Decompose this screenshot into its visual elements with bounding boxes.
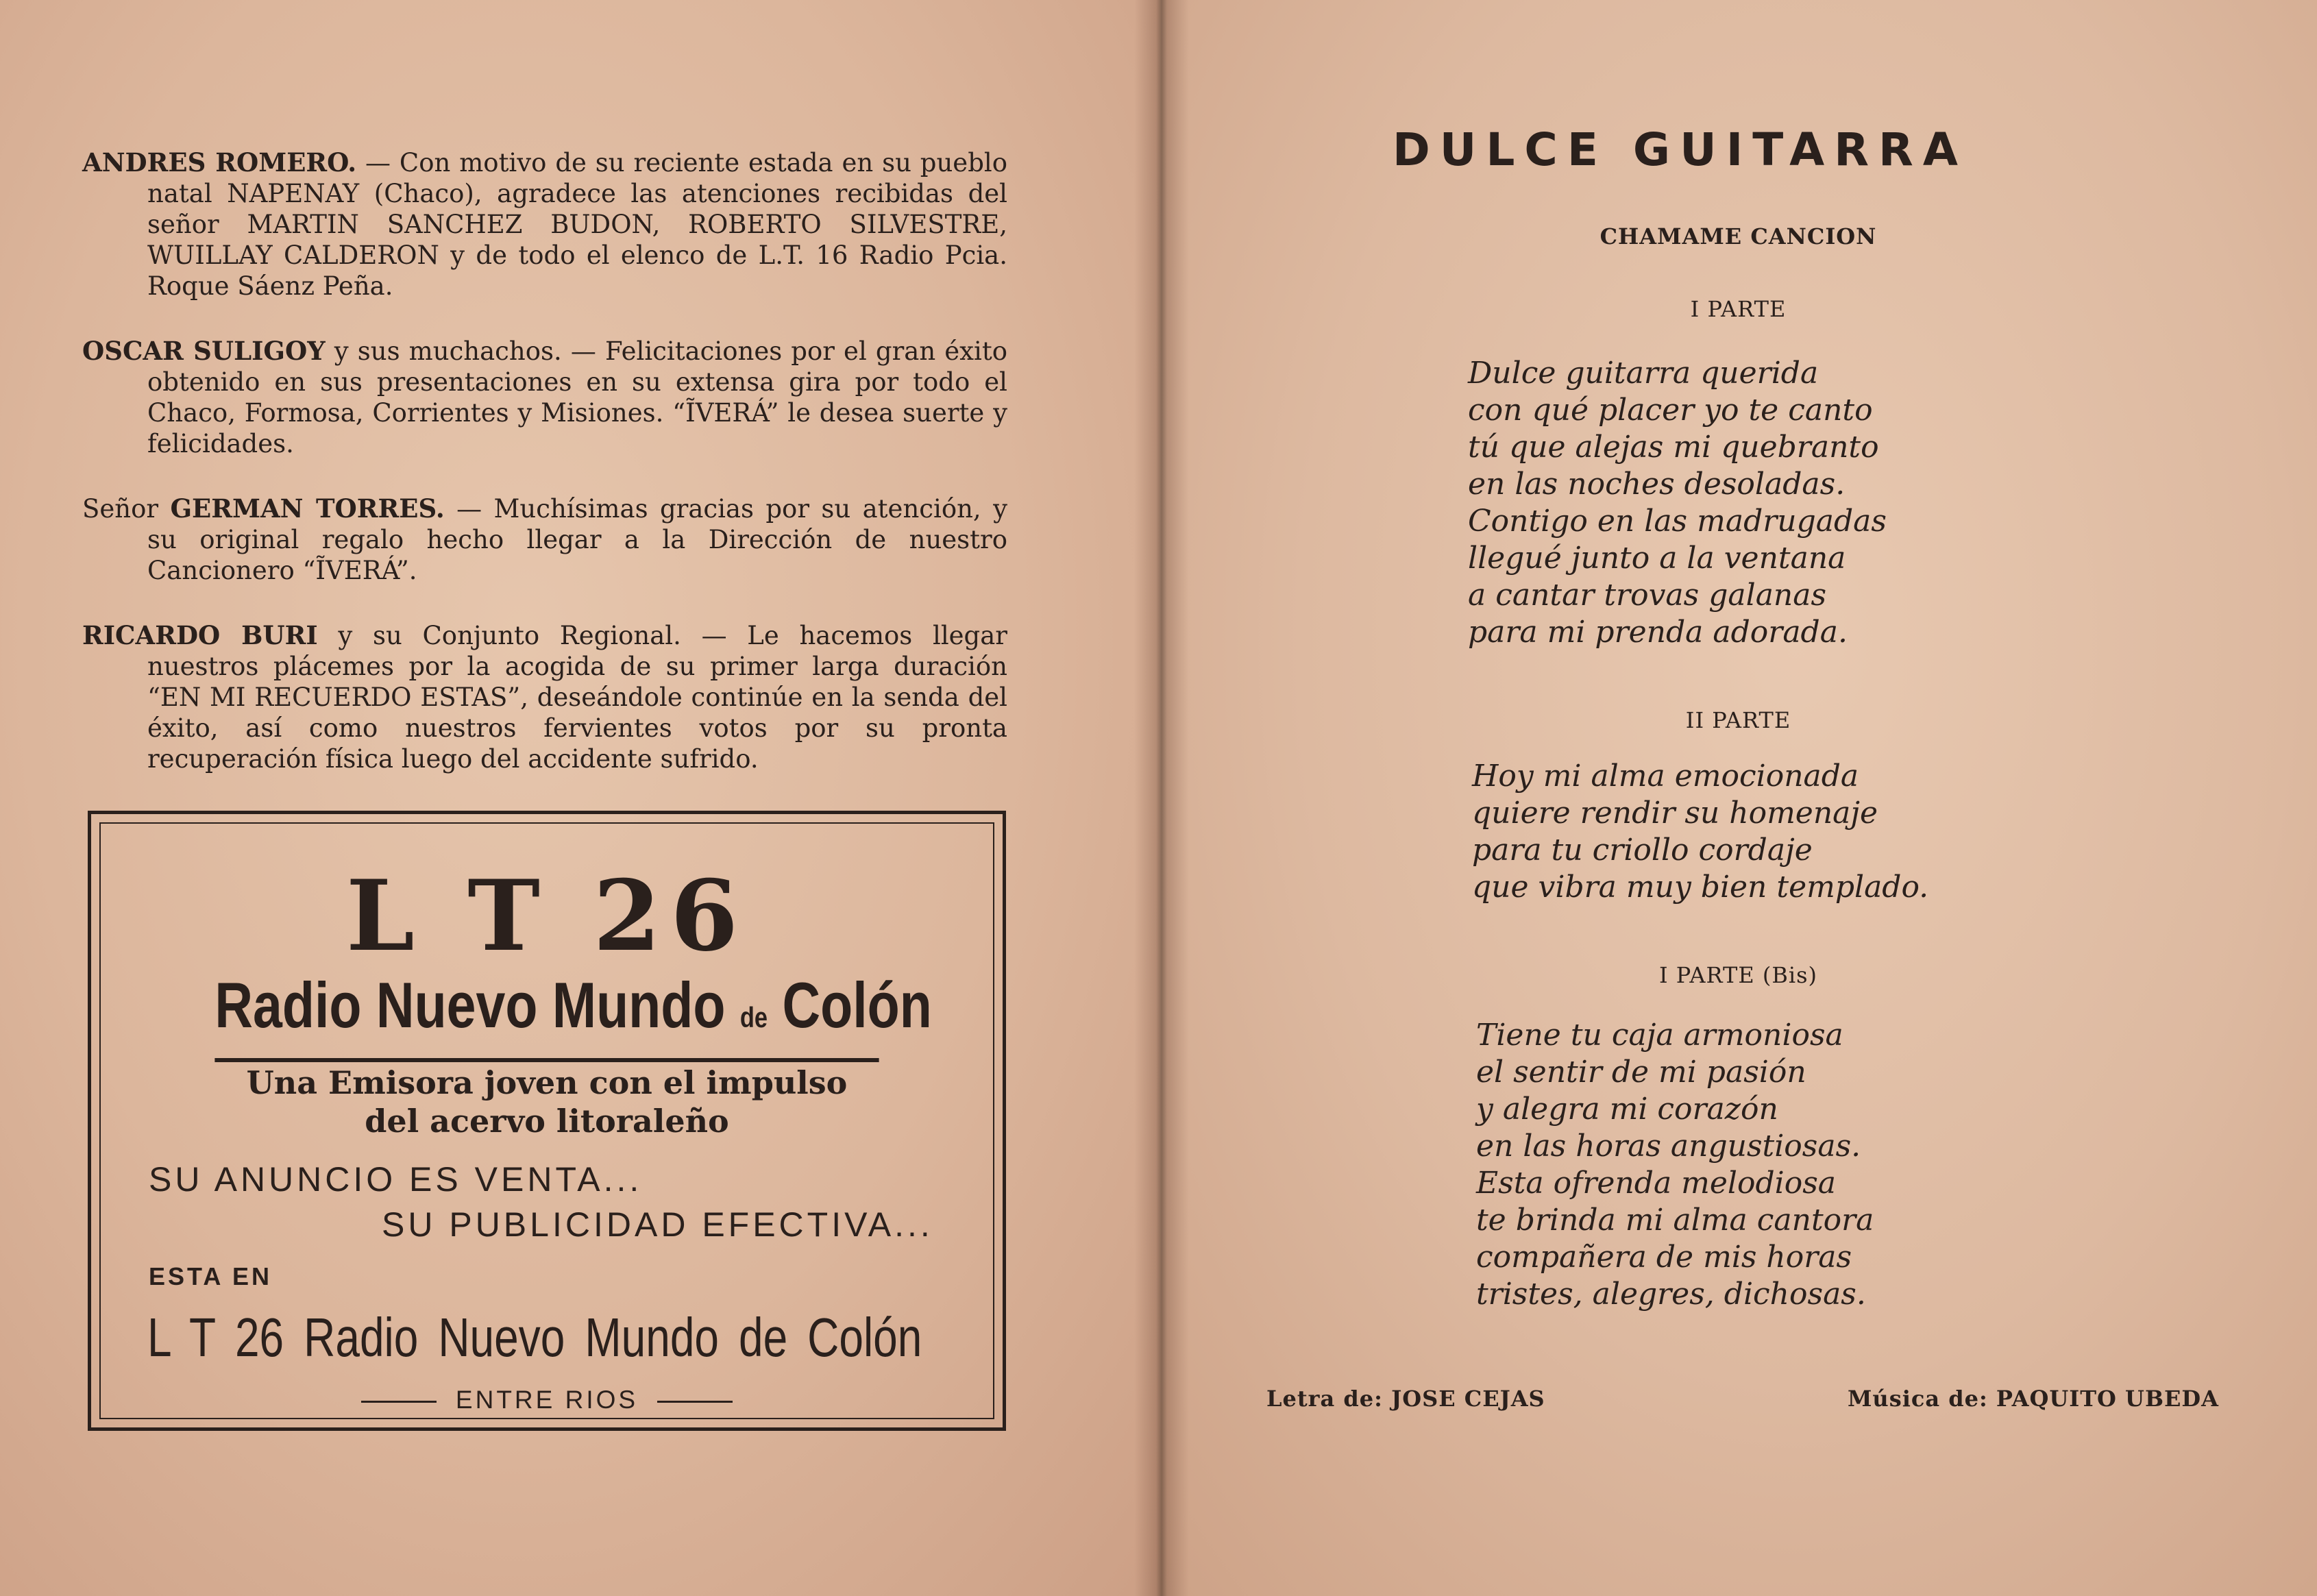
stanza-line: en las noches desoladas. [1468,467,1846,502]
ad-slogan [101,1064,993,1140]
stanza-line: llegué junto a la ventana [1468,541,1846,576]
ad-bottom-station: L T 26 Radio Nuevo Mundo de Colón [147,1307,922,1368]
ad-region-dash-left [361,1401,437,1403]
ad-slogan-line-1: Una Emisora joven con el impulso [246,1064,848,1101]
stanza-line: el sentir de mi pasión [1476,1055,1806,1090]
ad-region-dash-right [657,1401,733,1403]
stanza-line: y alegra mi corazón [1476,1092,1778,1127]
stanza-line: que vibra muy bien templado. [1472,870,1929,905]
ad-call-sign: L T 26 [346,859,748,973]
section-heading-1: I PARTE [1690,296,1787,322]
note-name: GERMAN TORRES. [170,493,445,524]
stanza-line: Hoy mi alma emocionada [1472,759,1859,794]
note-prefix: Señor [82,494,171,524]
stanza-line: Tiene tu caja armoniosa [1476,1018,1843,1053]
book-gutter [1134,0,1189,1596]
note-text: — Con motivo de su reciente estada en su pueblo natal NAPENAY (Chaco), agradece las atenciones recibidas del señor MARTIN SANCHEZ BUDON, ROBERTO SILVESTRE, WUILLAY CALDERON y de todo el elenco de L.T. 16 Radio Pcia. Roque Sáenz Peña. [147,148,1007,301]
stanza-line: Contigo en las madrugadas [1468,504,1887,539]
stanza-3 [1476,1017,1874,1313]
stanza-line: para tu criollo cordaje [1472,833,1813,868]
music-credit: Música de: PAQUITO UBEDA [1848,1386,2219,1412]
stanza-line: te brinda mi alma cantora [1476,1203,1874,1238]
right-page [1160,0,2317,1596]
stanza-line: Dulce guitarra querida [1468,356,1819,391]
stanza-1 [1468,355,1887,651]
stanza-line: para mi prenda adorada. [1468,615,1848,650]
song-subtitle: CHAMAME CANCION [1599,223,1877,249]
note-oscar-suligoy [82,336,1007,459]
ad-station-b: Colón [782,969,932,1041]
stanza-line: en las horas angustiosas. [1476,1129,1861,1164]
note-text: y su Conjunto Regional. — Le hacemos llegar nuestros plácemes por la acogida de su primer larga duración “EN MI RECUERDO ESTAS”, deseándole continúe en la senda del éxito, así como nuestros fervientes votos por su pronta recuperación física luego del accidente sufrido. [147,621,1007,774]
note-german-torres [82,493,1007,586]
ad-inner-frame [99,822,994,1419]
stanza-line: Esta ofrenda melodiosa [1476,1166,1837,1201]
ad-station-a: Radio Nuevo Mundo [214,969,726,1041]
song-title: DULCE GUITARRA [1393,123,1967,176]
stanza-line: con qué placer yo te canto [1468,393,1873,428]
notes-list [82,147,1007,809]
stanza-line: a cantar trovas galanas [1468,578,1827,613]
note-name: RICARDO BURI [82,620,318,650]
ad-region-text: ENTRE RIOS [455,1386,639,1414]
stanza-line: quiere rendir su homenaje [1472,796,1878,831]
ad-region [101,1386,993,1414]
ad-station-de: de [739,1001,768,1033]
note-ricardo-buri [82,620,1007,774]
note-andres-romero [82,147,1007,302]
lyrics-credit: Letra de: JOSE CEJAS [1266,1386,1545,1412]
ad-station-name [214,968,932,1062]
stanza-2 [1472,758,1928,906]
ad-line-publicidad: SU PUBLICIDAD EFECTIVA... [382,1205,933,1244]
stanza-line: tristes, alegres, dichosas. [1476,1277,1866,1312]
note-name: OSCAR SULIGOY [82,336,326,366]
stanza-line: tú que alejas mi quebranto [1468,430,1879,465]
note-text: — Muchísimas gracias por su atención, y su original regalo hecho llegar a la Dirección de nuestro Cancionero “ĨVERÁ”. [147,494,1007,585]
note-text: y sus muchachos. — Felicitaciones por el gran éxito obtenido en sus presentaciones en su extensa gira por todo el Chaco, Formosa, Corrientes y Misiones. “ĨVERÁ” le desea suerte y felicidades. [147,336,1007,458]
section-heading-2: II PARTE [1685,707,1791,733]
ad-slogan-line-2: del acervo litoraleño [365,1103,729,1140]
stanza-line: compañera de mis horas [1476,1240,1852,1275]
ad-line-anuncio: SU ANUNCIO ES VENTA... [149,1160,643,1199]
note-name: ANDRES ROMERO. [82,147,357,177]
section-heading-3: I PARTE (Bis) [1658,962,1818,988]
radio-advertisement [88,811,1006,1431]
ad-esta-en: ESTA EN [149,1262,273,1290]
